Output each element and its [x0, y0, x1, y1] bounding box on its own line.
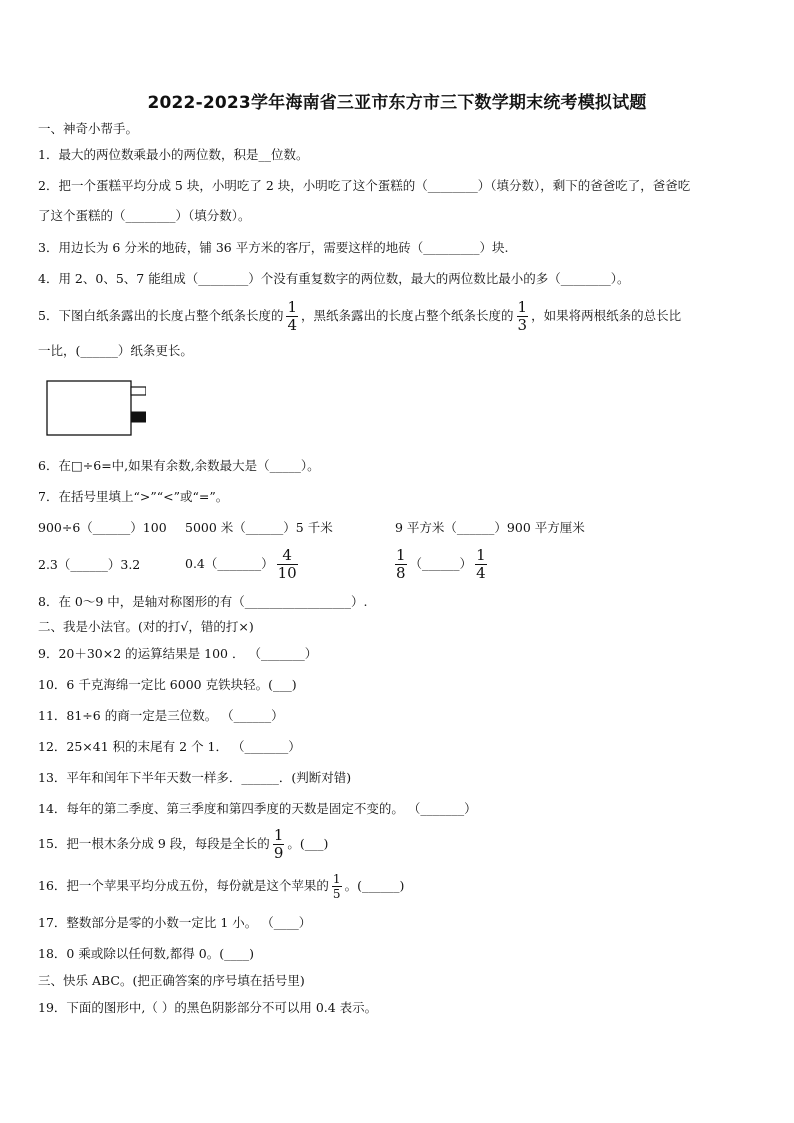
question-5-text-c: ，如果将两根纸条的总长比 — [531, 308, 682, 323]
fraction-denominator: 4 — [287, 316, 298, 334]
fraction-numerator: 1 — [396, 546, 406, 564]
question-14: 14．每年的第二季度、第三季度和第四季度的天数是固定不变的。 （_______） — [38, 801, 477, 816]
question-10: 10．6 千克海绵一定比 6000 克铁块轻。(___) — [38, 677, 297, 692]
question-16-text-b: 。(______) — [344, 878, 405, 893]
fraction-numerator: 1 — [476, 546, 486, 564]
question-7-item-2: 5000 米（______）5 千米 — [185, 520, 333, 535]
fraction-denominator: 5 — [332, 887, 341, 901]
question-2-line-2: 了这个蛋糕的（________）（填分数）。 — [38, 208, 251, 223]
fraction-denominator: 4 — [476, 564, 486, 582]
fraction-four-tenths — [277, 548, 298, 581]
question-4: 4．用 2、0、5、7 能组成（________）个没有重复数字的两位数，最大的两位数比最小的多（________）。 — [38, 271, 630, 286]
question-8: 8．在 0～9 中，是轴对称图形的有（_________________）. — [38, 594, 368, 609]
fraction-one-ninth — [273, 828, 285, 861]
question-18: 18．0 乘或除以任何数,都得 0。(____) — [38, 946, 254, 961]
white-strip — [131, 387, 146, 395]
question-7-item-6 — [392, 546, 490, 582]
fraction-numerator: 1 — [517, 298, 528, 316]
question-2-line-1: 2．把一个蛋糕平均分成 5 块，小明吃了 2 块，小明吃了这个蛋糕的（________）（填分数），剩下的爸爸吃了，爸爸吃 — [38, 178, 691, 193]
question-7-item-4: 2.3（______）3.2 — [38, 557, 141, 572]
fraction-one-eighth — [395, 548, 407, 581]
question-15 — [38, 826, 328, 862]
fraction-numerator: 1 — [273, 826, 284, 844]
fraction-denominator: 3 — [517, 316, 528, 334]
fraction-one-quarter — [286, 300, 298, 333]
fraction-denominator: 8 — [396, 564, 406, 582]
question-1: 1．最大的两位数乘最小的两位数，积是__位数。 — [38, 147, 309, 162]
question-16 — [38, 868, 404, 904]
question-11: 11．81÷6 的商一定是三位数。 （______） — [38, 708, 284, 723]
fraction-numerator: 1 — [332, 872, 341, 886]
section-1-heading: 一、神奇小帮手。 — [38, 121, 139, 136]
section-3-heading: 三、快乐 ABC。(把正确答案的序号填在括号里) — [38, 973, 305, 988]
black-strip — [131, 412, 146, 422]
question-16-text-a: 16．把一个苹果平均分成五份，每份就是这个苹果的 — [38, 878, 329, 893]
question-9: 9．20＋30×2 的运算结果是 100 ． （_______） — [38, 646, 318, 661]
question-13: 13．平年和闰年下半年天数一样多．______．(判断对错) — [38, 770, 352, 785]
fraction-one-third — [517, 300, 529, 333]
section-2-heading: 二、我是小法官。(对的打√，错的打×) — [38, 619, 254, 634]
question-7-intro: 7．在括号里填上“>”“<”或“=”。 — [38, 489, 229, 504]
question-5-text-b: ，黑纸条露出的长度占整个纸条长度的 — [301, 308, 514, 323]
fraction-denominator: 10 — [277, 564, 297, 582]
fraction-denominator: 9 — [273, 844, 284, 862]
question-15-text-b: 。(___) — [287, 836, 329, 851]
question-5-text-a: 5．下图白纸条露出的长度占整个纸条长度的 — [38, 308, 284, 323]
question-6: 6．在□÷6=中,如果有余数,余数最大是（_____）。 — [38, 458, 320, 473]
question-15-text-a: 15．把一根木条分成 9 段，每段是全长的 — [38, 836, 270, 851]
fraction-numerator: 4 — [282, 546, 292, 564]
page-title: 2022-2023学年海南省三亚市东方市三下数学期末统考模拟试题 — [147, 93, 647, 113]
question-12: 12．25×41 积的末尾有 2 个 1． （_______） — [38, 739, 301, 754]
question-3: 3．用边长为 6 分米的地砖，铺 36 平方米的客厅，需要这样的地砖（_________）块. — [38, 240, 509, 255]
cover-rectangle — [47, 381, 131, 435]
question-7-item-5-text: 0.4（_______） — [185, 556, 274, 571]
question-7-item-6-blank: （______） — [409, 556, 473, 571]
fraction-one-quarter-b — [475, 548, 487, 581]
question-19: 19．下面的图形中,（ ）的黑色阴影部分不可以用 0.4 表示。 — [38, 1000, 378, 1015]
question-7-item-5 — [185, 546, 301, 582]
question-17: 17．整数部分是零的小数一定比 1 小。 （____） — [38, 915, 312, 930]
fraction-one-fifth — [332, 873, 342, 900]
fraction-numerator: 1 — [287, 298, 298, 316]
question-5-line-2: 一比，(______）纸条更长。 — [38, 343, 193, 358]
question-7-item-1: 900÷6（______）100 — [38, 520, 167, 535]
question-5-line-1 — [38, 300, 681, 333]
paper-strips-figure — [46, 380, 146, 436]
question-7-item-3: 9 平方米（______）900 平方厘米 — [395, 520, 585, 535]
